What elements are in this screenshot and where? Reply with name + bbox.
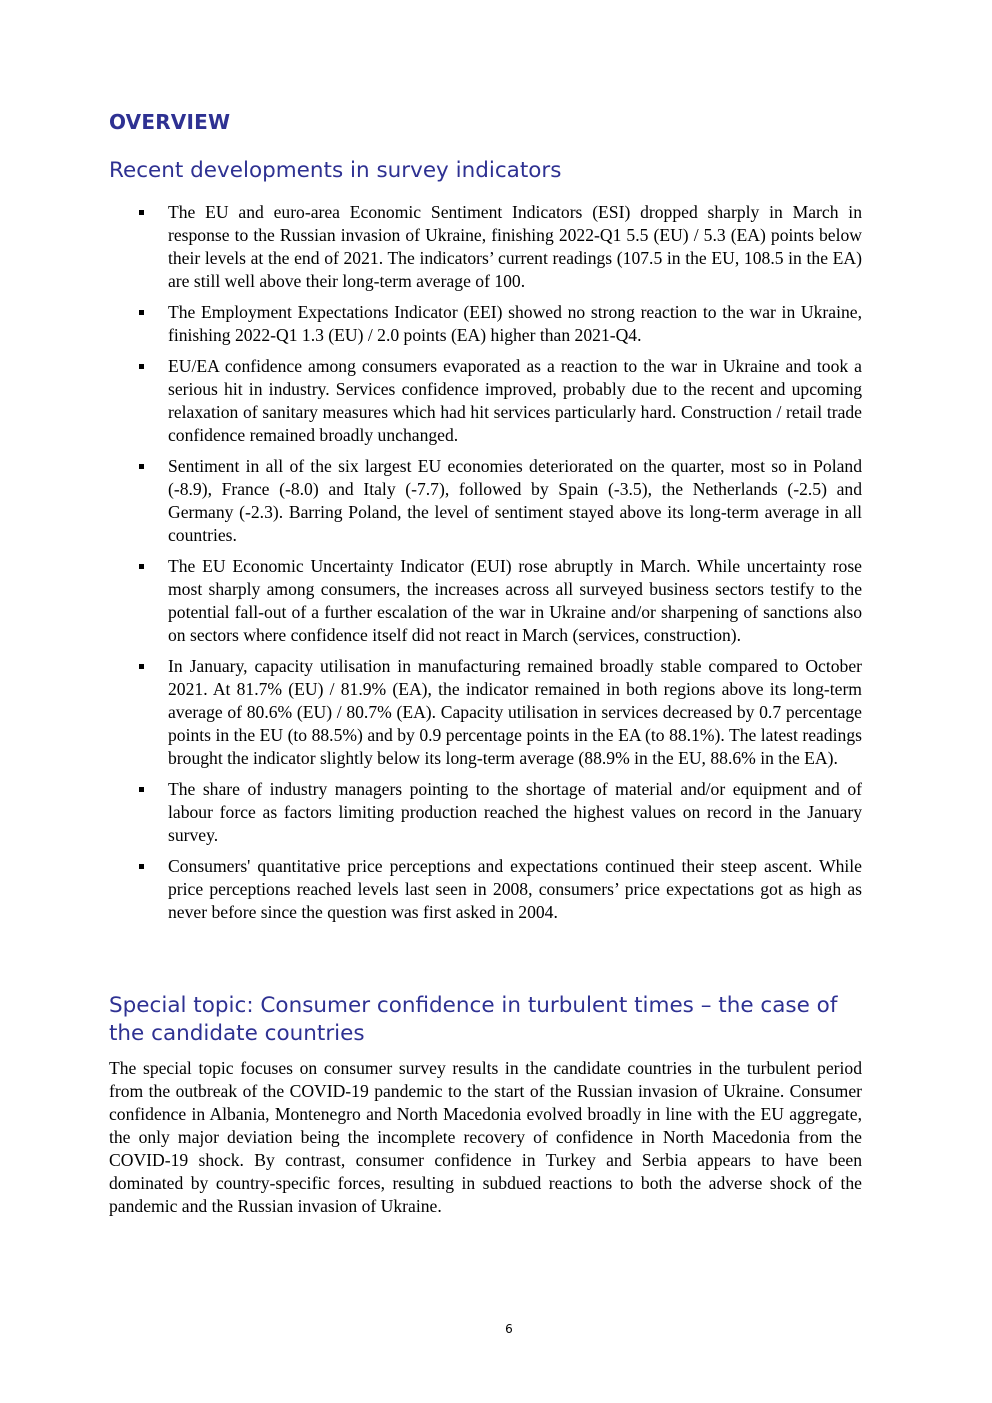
square-bullet-icon [139,210,144,215]
list-item [0,855,992,924]
bullet-text: The share of industry managers pointing to the shortage of material and/or equipment and of labour force as factors limiting production reached the highest values on record in the January survey. [168,779,862,845]
bullet-text: The EU Economic Uncertainty Indicator (EUI) rose abruptly in March. While uncertainty rose most sharply among consumers, the increases across all surveyed business sectors testify to the potential fall-out of a further escalation of the war in Ukraine and/or sharpening of sanctions also on sectors where confidence itself did not react in March (services, construction). [168,556,862,645]
special-topic-paragraph: The special topic focuses on consumer survey results in the candidate countries in the turbulent period from the outbreak of the COVID-19 pandemic to the start of the Russian invasion of Ukraine. Consumer confidence in Albania, Montenegro and North Macedonia evolved broadly in line with the EU aggregate, the only major deviation being the incomplete recovery of confidence in North Macedonia from the COVID-19 shock. By contrast, consumer confidence in Turkey and Serbia appears to have been dominated by country-specific forces, resulting in subdued reactions to both the adverse shock of the pandemic and the Russian invasion of Ukraine. [109,1058,862,1216]
square-bullet-icon [139,310,144,315]
square-bullet-icon [139,564,144,569]
special-topic-heading: Special topic: Consumer confidence in turbulent times – the case of the candidate countries [109,993,838,1046]
list-item [0,201,992,293]
list-item [0,555,992,647]
bullet-text: The Employment Expectations Indicator (EEI) showed no strong reaction to the war in Ukraine, finishing 2022-Q1 1.3 (EU) / 2.0 points (EA) higher than 2021-Q4. [168,302,862,345]
list-item [0,778,992,847]
list-item [0,455,992,547]
square-bullet-icon [139,364,144,369]
list-item [0,655,992,770]
bullet-text: Consumers' quantitative price perceptions and expectations continued their steep ascent. While price perceptions reached levels last seen in 2008, consumers’ price expectations got as high as never before since the question was first asked in 2004. [168,856,862,922]
square-bullet-icon [139,464,144,469]
bullet-text: EU/EA confidence among consumers evaporated as a reaction to the war in Ukraine and took a serious hit in industry. Services confidence improved, probably due to the recent and upcoming relaxation of sanitary measures which had hit services particularly hard. Construction / retail trade confidence remained broadly unchanged. [168,356,862,445]
list-item [0,301,992,347]
list-item [0,355,992,447]
overview-heading: OVERVIEW [109,110,231,134]
survey-indicators-bullet-list [0,201,992,932]
bullet-text: In January, capacity utilisation in manufacturing remained broadly stable compared to October 2021. At 81.7% (EU) / 81.9% (EA), the indicator remained in both regions above its long-term average of 80.6% (EU) / 80.7% (EA). Capacity utilisation in services decreased by 0.7 percentage points in the EU (to 88.5%) and by 0.9 percentage points in the EA (to 88.1%). The latest readings brought the indicator slightly below its long-term average (88.9% in the EU, 88.6% in the EA). [168,656,862,768]
square-bullet-icon [139,787,144,792]
square-bullet-icon [139,864,144,869]
page-number: 6 [505,1322,513,1336]
bullet-text: Sentiment in all of the six largest EU economies deteriorated on the quarter, most so in Poland (-8.9), France (-8.0) and Italy (-7.7), followed by Spain (-3.5), the Netherlands (-2.5) and Germany (-2.3). Barring Poland, the level of sentiment stayed above its long-term average in all countries. [168,456,862,545]
square-bullet-icon [139,664,144,669]
recent-developments-heading: Recent developments in survey indicators [109,158,562,183]
bullet-text: The EU and euro-area Economic Sentiment Indicators (ESI) dropped sharply in March in response to the Russian invasion of Ukraine, finishing 2022-Q1 5.5 (EU) / 5.3 (EA) points below their levels at the end of 2021. The indicators’ current readings (107.5 in the EU, 108.5 in the EA) are still well above their long-term average of 100. [168,202,862,291]
